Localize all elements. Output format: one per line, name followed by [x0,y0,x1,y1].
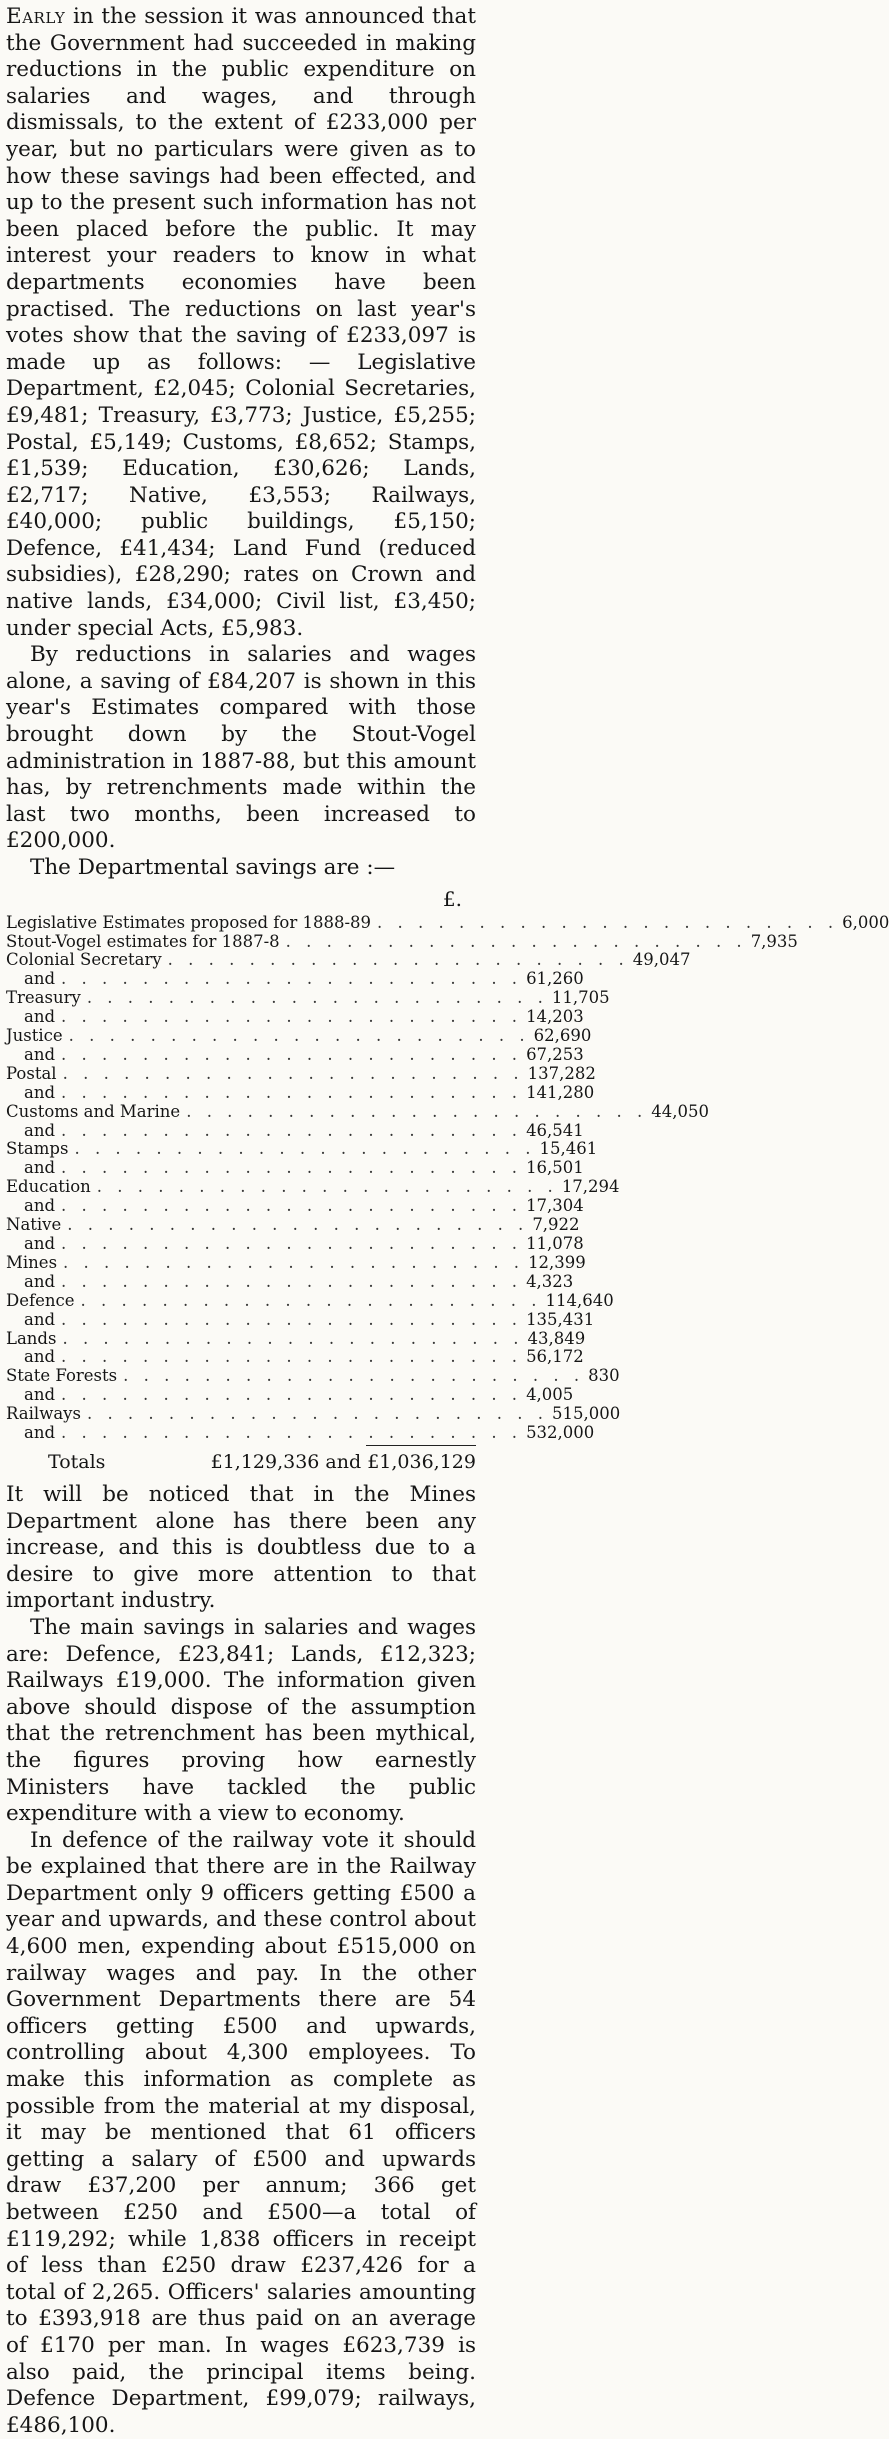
leader-dots: . . . . . . . . . . . . . . . . . . . . . . . [61,969,523,989]
row-value: 114,640 [545,1290,614,1310]
table-row [6,1082,595,1103]
row-value: 17,304 [526,1196,584,1216]
leader-dots: . . . . . . . . . . . . . . . . . . . . . . . [61,1158,523,1178]
row-value: 43,849 [527,1328,586,1348]
paragraph-1-text: in the session it was announced that the Government had succeeded in making reductions in the public expenditure on salaries and wages, and through dismissals, to the extent of £233,000 per year, but no particulars were given as to how these savings had been effected, and up to the present such information has not been placed before the public. It may interest your readers to know in what departments economies have been practised. The reductions on last year's votes show that the saving of £233,097 is made up as follows: — Legislative Department, £2,045; Colonial Secretaries, £9,481; Treasury, £3,773; Justice, £5,255; Postal, £5,149; Customs, £8,652; Stamps, £1,539; Education, £30,626; Lands, £2,717; Native, £3,553; Railways, £40,000; public buildings, £5,150; Defence, £41,434; Land Fund (reduced subsidies), £28,290; rates on Crown and native lands, £34,000; Civil list, £3,450; under special Acts, £5,983. [6,4,476,641]
row-label: and [24,1196,56,1216]
leader-dots: . . . . . . . . . . . . . . . . . . . . . . . [61,1271,523,1291]
row-value: 44,050 [651,1101,709,1121]
row-label: Postal [6,1063,57,1083]
row-value: 15,461 [539,1139,598,1159]
leader-dots: . . . . . . . . . . . . . . . . . . . . . . . [61,1385,523,1405]
table-row [6,1044,584,1065]
row-value: 17,294 [561,1177,620,1197]
table-intro: The Departmental savings are :— [30,855,396,880]
leader-dots: . . . . . . . . . . . . . . . . . . . . . . . [61,1044,523,1064]
table-row [6,1328,586,1349]
row-label: Customs and Marine [6,1101,181,1121]
totals-row [6,1448,476,1476]
leader-dots: . . . . . . . . . . . . . . . . . . . . . . . [61,1347,523,1367]
leader-dots: . . . . . . . . . . . . . . . . . . . . . . . [285,931,747,951]
table-row [6,1177,620,1197]
row-label: Education [6,1177,91,1197]
table-row [6,1309,595,1330]
table-row [6,1215,580,1235]
row-value: 56,172 [526,1347,584,1367]
currency-header: £. [442,886,462,911]
leader-dots: . . . . . . . . . . . . . . . . . . . . . . . [96,1177,558,1197]
row-label: and [24,1120,56,1140]
leader-dots: . . . . . . . . . . . . . . . . . . . . . . . [123,1366,585,1386]
totals-value: £1,129,336 and £1,036,129 [210,1450,476,1473]
row-label: Lands [6,1328,57,1348]
row-value: 7,935 [750,931,798,951]
row-label: Defence [6,1290,75,1310]
paragraph-1 [6,4,476,642]
row-value: 61,260 [526,969,584,989]
row-value: 4,005 [526,1385,574,1405]
table-row [6,950,691,970]
row-value: 141,280 [526,1082,595,1102]
table-row [6,1026,592,1046]
table-row [6,912,889,933]
leader-dots: . . . . . . . . . . . . . . . . . . . . . . . [61,1309,523,1329]
table-row [6,1101,709,1122]
row-value: 532,000 [526,1423,595,1443]
paragraph-4: The main savings in salaries and wages are: Defence, £23,841; Lands, £12,323; Railways £19,000. The information given above should dispose of the assumption that the retrenchment has been mythical, the figures proving how earnestly Ministers have tackled the public expenditure with a view to economy. [6,1614,476,1827]
leader-dots: . . . . . . . . . . . . . . . . . . . . . . . [61,1120,523,1140]
leader-dots: . . . . . . . . . . . . . . . . . . . . . . . [62,1328,524,1348]
leader-dots: . . . . . . . . . . . . . . . . . . . . . . . [61,1082,523,1102]
table-row [6,1158,584,1178]
table-row [6,969,584,989]
row-label: Railways [6,1404,81,1424]
table-row [6,1423,595,1443]
table-row [6,1196,584,1216]
table-row [6,1139,598,1159]
row-label: and [24,1044,56,1064]
leader-dots: . . . . . . . . . . . . . . . . . . . . . . . [63,1252,525,1272]
row-value: 7,922 [532,1215,580,1235]
table-row [6,1234,584,1254]
row-value: 515,000 [551,1404,621,1424]
row-value: 137,282 [527,1063,596,1083]
row-value: 830 [588,1366,620,1386]
row-label: and [24,1385,56,1405]
table-row [6,1120,584,1141]
table-row [6,1252,586,1273]
leader-dots: . . . . . . . . . . . . . . . . . . . . . . . [86,988,548,1008]
leader-dots: . . . . . . . . . . . . . . . . . . . . . . . [68,1026,530,1046]
table-row [6,1404,621,1424]
table-row [6,1366,620,1386]
row-label: and [24,1423,56,1443]
leader-dots: . . . . . . . . . . . . . . . . . . . . . . . [167,950,629,970]
row-value: 11,705 [551,988,610,1008]
row-label: and [24,1082,56,1102]
leader-dots: . . . . . . . . . . . . . . . . . . . . . . . [377,912,839,932]
row-label: and [24,1347,56,1367]
row-value: 16,501 [526,1158,584,1178]
totals-label: Totals [48,1450,106,1473]
leader-dots: . . . . . . . . . . . . . . . . . . . . . . . [67,1215,529,1235]
row-label: Justice [6,1026,63,1046]
row-label: and [24,1158,56,1178]
row-label: Mines [6,1252,58,1272]
leader-dots: . . . . . . . . . . . . . . . . . . . . . . . [186,1101,648,1121]
row-value: 67,253 [526,1044,584,1064]
savings-rows [6,912,889,1443]
leader-dots: . . . . . . . . . . . . . . . . . . . . . . . [61,1196,523,1216]
leader-dots: . . . . . . . . . . . . . . . . . . . . . . . [61,1007,523,1027]
row-label: and [24,1271,56,1291]
table-row [6,1063,596,1084]
table-row [6,1007,584,1027]
row-value: 49,047 [632,950,691,970]
row-value: 46,541 [526,1120,584,1140]
row-label: Colonial Secretary [6,950,162,970]
leader-dots: . . . . . . . . . . . . . . . . . . . . . . . [62,1063,524,1083]
table-row [6,1290,614,1311]
row-value: 135,431 [526,1309,595,1329]
leader-dots: . . . . . . . . . . . . . . . . . . . . . . . [61,1423,523,1443]
table-row [6,988,610,1008]
table-row [6,1347,584,1367]
leader-dots: . . . . . . . . . . . . . . . . . . . . . . . [86,1404,548,1424]
row-label: Stout-Vogel estimates for 1887-8 [6,931,280,951]
row-label: Native [6,1215,62,1235]
leader-dots: . . . . . . . . . . . . . . . . . . . . . . . [61,1234,523,1253]
row-value: 6,000 [842,912,889,932]
table-row [6,931,798,952]
table-row [6,1271,574,1292]
row-label: and [24,969,56,989]
row-label: and [24,1234,56,1253]
paragraph-2: By reductions in salaries and wages alone, a saving of £84,207 is shown in this year's Estimates compared with those brought down by the Stout-Vogel administration in 1887-88, but this amount has, by retrenchments made within the last two months, been increased to £200,000. [6,642,476,854]
row-value: 11,078 [526,1234,584,1253]
leader-dots: . . . . . . . . . . . . . . . . . . . . . . . [74,1139,536,1159]
paragraph-5: In defence of the railway vote it should be explained that there are in the Railway Department only 9 officers getting £500 a year and upwards, and these control about 4,600 men, expending about £515,000 on railway wages and pay. In the other Government Departments there are 54 officers getting £500 and upwards, controlling about 4,300 employees. To make this information as complete as possible from the material at my disposal, it may be mentioned that 61 officers getting a salary of £500 and upwards draw £37,200 per annum; 366 get between £250 and £500—a total of £119,292; while 1,838 officers in receipt of less than £250 draw £237,426 for a total of 2,265. Officers' salaries amounting to £393,918 are thus paid on an average of £170 per man. In wages £623,739 is also paid, the principal items being. Defence Department, £99,079; railways, £486,100. [6,1827,476,2438]
row-value: 62,690 [533,1026,592,1046]
row-label: Treasury [6,988,81,1008]
row-value: 12,399 [528,1252,586,1272]
row-label: and [24,1309,56,1329]
row-label: Legislative Estimates proposed for 1888-89 [6,912,372,932]
row-label: Stamps [6,1139,69,1159]
row-value: 14,203 [526,1007,584,1027]
table-row [6,1385,574,1405]
paragraph-3: It will be noticed that in the Mines Department alone has there been any increase, and this is doubtless due to a desire to give more attention to that important industry. [6,1481,476,1614]
savings-table [6,884,889,1446]
row-label: and [24,1007,56,1027]
row-value: 4,323 [526,1271,574,1291]
totals-rule [366,1445,476,1446]
leader-dots: . . . . . . . . . . . . . . . . . . . . . . . [80,1290,542,1310]
opening-word: Early [6,4,66,29]
row-label: State Forests [6,1366,118,1386]
